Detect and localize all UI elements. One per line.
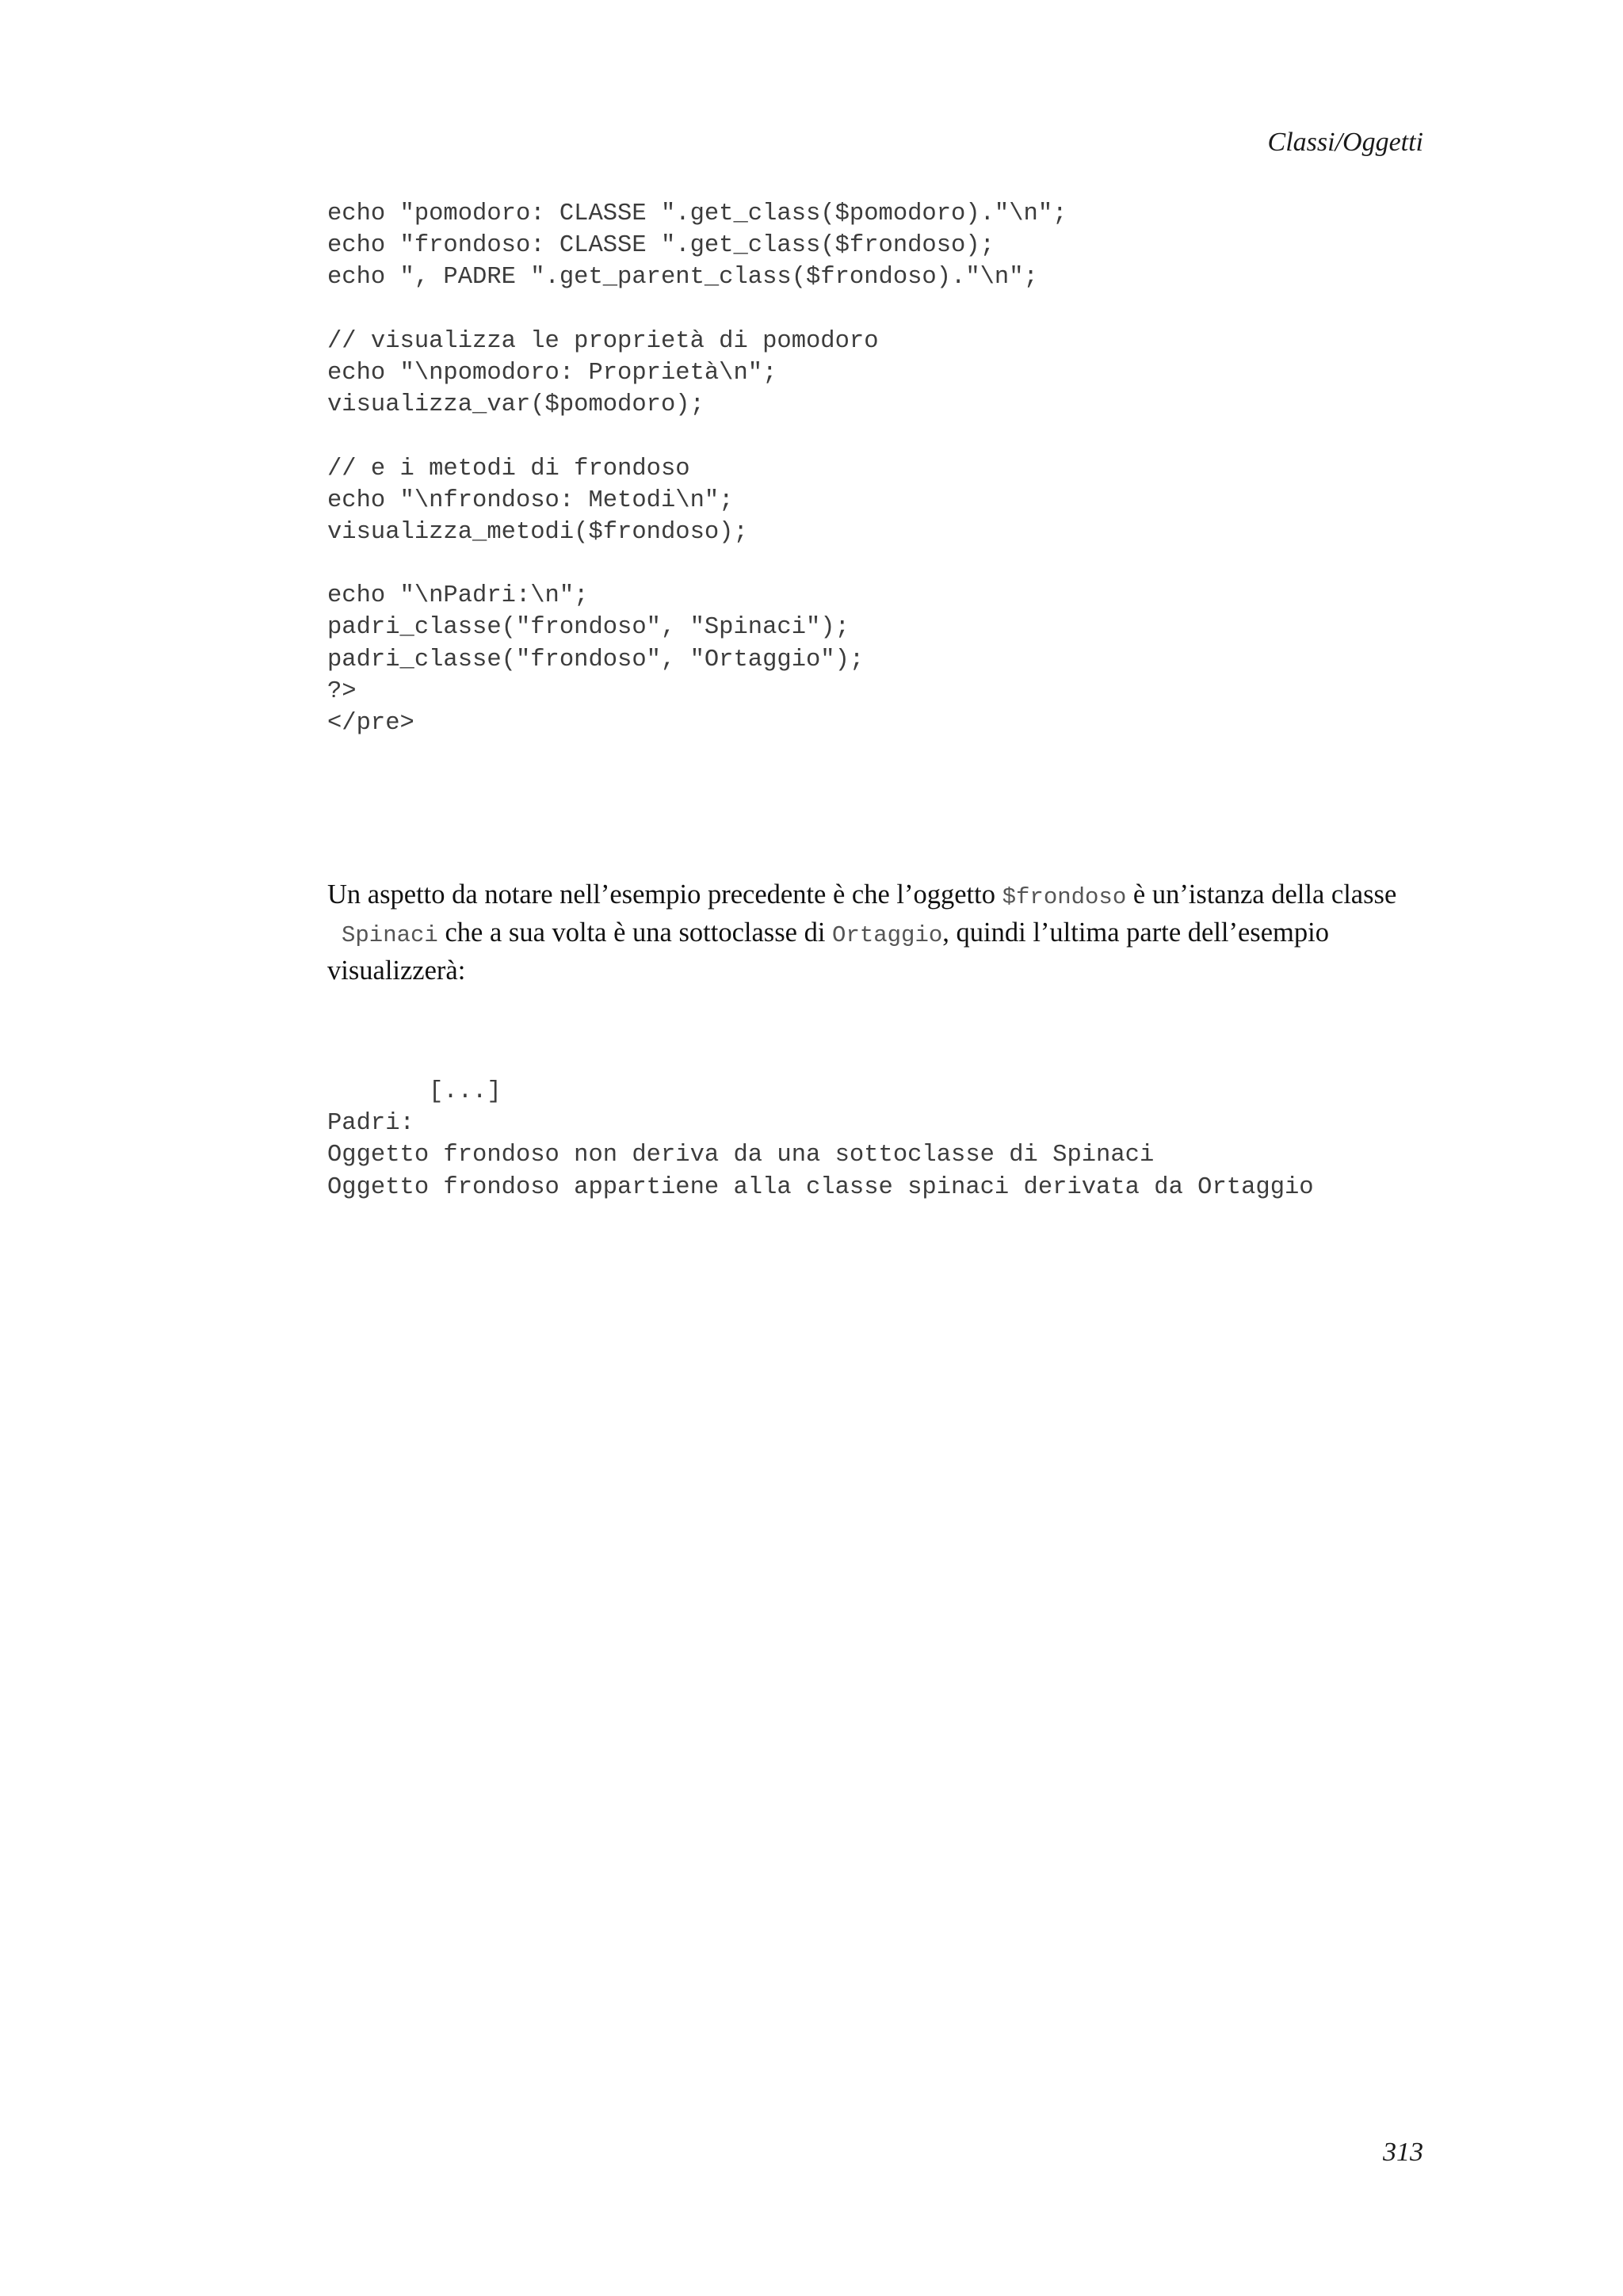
code-line: </pre>: [327, 710, 414, 737]
running-header-title: Classi/Oggetti: [1267, 128, 1423, 157]
code-line: // visualizza le proprietà di pomodoro: [327, 327, 879, 355]
paragraph-text: è un’istanza della classe: [1126, 879, 1397, 910]
inline-code-ortaggio: Ortaggio: [832, 922, 943, 948]
code-line: [327, 421, 1437, 452]
code-line: echo "\npomodoro: Proprietà\n";: [327, 359, 777, 387]
code-line: padri_classe("frondoso", "Ortaggio");: [327, 646, 865, 673]
output-line: Oggetto frondoso non deriva da una sottoclasse di Spinaci: [327, 1142, 1155, 1169]
output-line: Padri:: [327, 1110, 414, 1138]
php-code-listing: [327, 198, 1437, 739]
code-line: ?>: [327, 677, 357, 705]
code-line: echo ", PADRE ".get_parent_class($frondoso)."\n";: [327, 264, 1038, 292]
page-number: 313: [1383, 2138, 1423, 2167]
paragraph-text: , quindi l’ultima parte dell’esempio visualizzerà:: [327, 917, 1329, 986]
code-line: padri_classe("frondoso", "Spinaci");: [327, 614, 850, 642]
output-line: Oggetto frondoso appartiene alla classe spinaci derivata da Ortaggio: [327, 1173, 1314, 1201]
code-line: visualizza_var($pomodoro);: [327, 391, 705, 419]
output-line: [...]: [327, 1078, 502, 1105]
code-line: // e i metodi di frondoso: [327, 455, 690, 482]
body-paragraph: [327, 877, 1437, 988]
paragraph-text: Un aspetto da notare nell’esempio precedente è che l’oggetto: [327, 879, 1002, 910]
paragraph-text: che a sua volta è una sottoclasse di: [437, 917, 833, 948]
code-line: [327, 294, 1437, 326]
code-line: visualizza_metodi($frondoso);: [327, 518, 748, 546]
code-line: [327, 548, 1437, 580]
code-line: echo "\nfrondoso: Metodi\n";: [327, 486, 734, 514]
program-output-listing: [327, 1076, 1437, 1203]
code-line: echo "frondoso: CLASSE ".get_class($frondoso);: [327, 232, 995, 260]
inline-code-spinaci: Spinaci: [342, 922, 438, 948]
code-line: echo "\nPadri:\n";: [327, 582, 589, 610]
inline-code-frondoso: $frondoso: [1002, 884, 1127, 910]
code-line: echo "pomodoro: CLASSE ".get_class($pomodoro)."\n";: [327, 200, 1067, 227]
